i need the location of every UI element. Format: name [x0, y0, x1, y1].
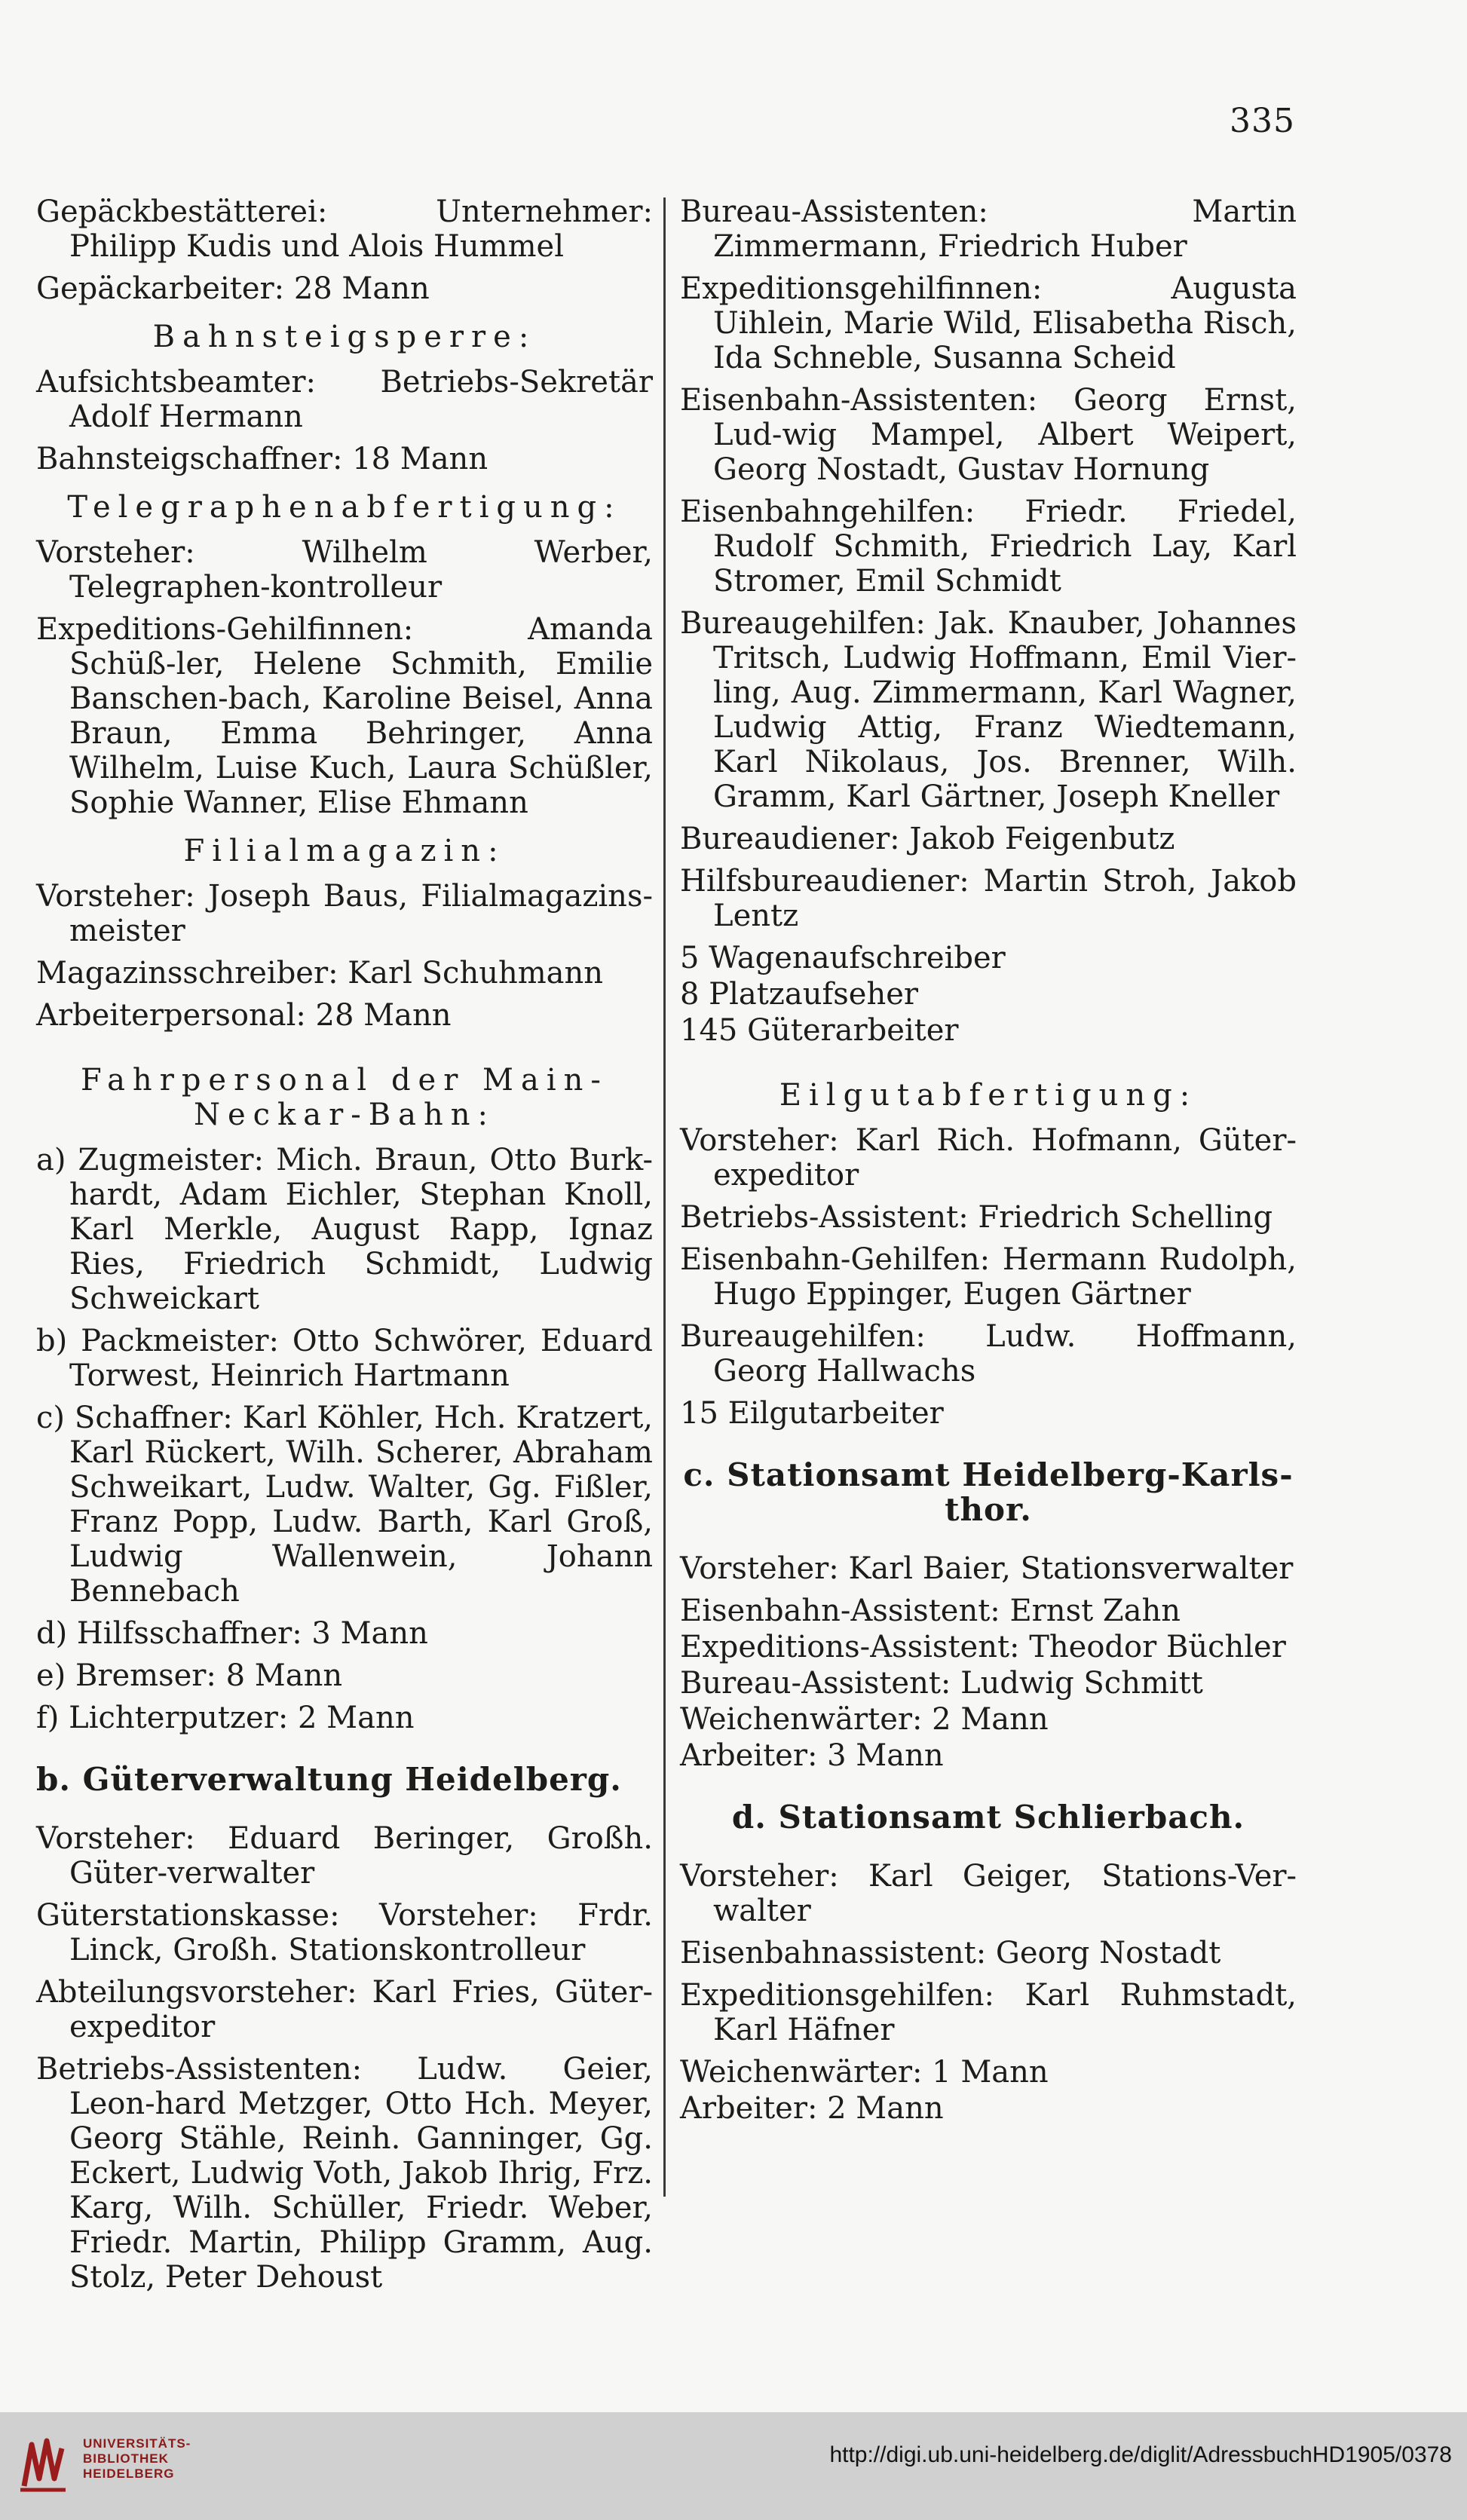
list-item: Bureau-Assistenten: Martin Zimmermann, Friedrich Huber: [680, 194, 1297, 264]
list-item: Expeditionsgehilfen: Karl Ruhmstadt, Karl Häfner: [680, 1978, 1297, 2047]
list-item: Vorsteher: Karl Rich. Hofmann, Güter-expeditor: [680, 1123, 1297, 1193]
list-item: 15 Eilgutarbeiter: [680, 1396, 944, 1431]
list-item: Eisenbahngehilfen: Friedr. Friedel, Rudolf Schmith, Friedrich Lay, Karl Stromer, Emil Schmidt: [680, 495, 1297, 599]
list-item: c) Schaffner: Karl Köhler, Hch. Kratzert, Karl Rückert, Wilh. Scherer, Abraham Schweikart, Ludw. Walter, Gg. Fißler, Franz Popp, Ludw. Barth, Karl Groß, Ludwig Wallenwein, Johann Bennebach: [36, 1401, 653, 1609]
logo-line: BIBLIOTHEK: [83, 2451, 169, 2466]
list-item: Aufsichtsbeamter: Betriebs-Sekretär Adolf Hermann: [36, 365, 653, 434]
list-item: Gepäckbestätterei: Unternehmer: Philipp Kudis und Alois Hummel: [36, 194, 653, 264]
list-item: Eisenbahn-Assistenten: Georg Ernst, Lud-wig Mampel, Albert Weipert, Georg Nostadt, Gustav Hornung: [680, 383, 1297, 487]
left-column: [36, 194, 653, 2302]
list-item: Expeditions-Gehilfinnen: Amanda Schüß-ler, Helene Schmith, Emilie Banschen-bach, Karoline Beisel, Anna Braun, Emma Behringer, Anna Wilhelm, Luise Kuch, Laura Schüßler, Sophie Wanner, Elise Ehmann: [36, 612, 653, 820]
list-item: Magazinsschreiber: Karl Schuhmann: [36, 956, 604, 991]
list-item: Weichenwärter: 2 Mann: [680, 1702, 1049, 1737]
list-item: Abteilungsvorsteher: Karl Fries, Güter-expeditor: [36, 1975, 653, 2044]
section-heading: Eilgutabfertigung:: [779, 1078, 1198, 1113]
page-number: 335: [1230, 102, 1295, 140]
section-heading: Fahrpersonal der Main-Neckar-Bahn:: [81, 1063, 608, 1132]
list-item: Arbeiter: 2 Mann: [680, 2091, 944, 2126]
list-item: Vorsteher: Wilhelm Werber, Telegraphen-kontrolleur: [36, 535, 653, 605]
section-title: c. Stationsamt Heidelberg-Karls-thor.: [683, 1456, 1294, 1528]
list-item: f) Lichterputzer: 2 Mann: [36, 1701, 415, 1735]
column-divider: [663, 197, 666, 2197]
list-item: Weichenwärter: 1 Mann: [680, 2055, 1049, 2090]
list-item: 145 Güterarbeiter: [680, 1013, 959, 1048]
list-item: Betriebs-Assistent: Friedrich Schelling: [680, 1200, 1273, 1235]
source-url-link[interactable]: http://digi.ub.uni-heidelberg.de/diglit/AdressbuchHD1905/0378: [829, 2442, 1452, 2467]
list-item: Arbeiter: 3 Mann: [680, 1738, 944, 1773]
list-item: Bureaugehilfen: Jak. Knauber, Johannes Tritsch, Ludwig Hoffmann, Emil Vier-ling, Aug. Zimmermann, Karl Wagner, Ludwig Attig, Franz Wiedtemann, Karl Nikolaus, Jos. Brenner, Wilh. Gramm, Karl Gärtner, Joseph Kneller: [680, 606, 1297, 814]
university-seal-icon: [17, 2433, 69, 2494]
list-item: Vorsteher: Karl Baier, Stationsverwalter: [680, 1551, 1294, 1586]
list-item: Arbeiterpersonal: 28 Mann: [36, 998, 452, 1033]
logo-line: HEIDELBERG: [83, 2466, 175, 2481]
section-title: b. Güterverwaltung Heidelberg.: [36, 1761, 622, 1798]
list-item: Bureaugehilfen: Ludw. Hoffmann, Georg Hallwachs: [680, 1319, 1297, 1389]
section-heading: Filialmagazin:: [183, 834, 506, 868]
list-item: Expeditionsgehilfinnen: Augusta Uihlein, Marie Wild, Elisabetha Risch, Ida Schneble, Susanna Scheid: [680, 271, 1297, 375]
list-item: 5 Wagenaufschreiber: [680, 941, 1006, 975]
list-item: Vorsteher: Karl Geiger, Stations-Ver-walter: [680, 1859, 1297, 1928]
library-logo-text: [83, 2436, 191, 2482]
section-title: d. Stationsamt Schlierbach.: [731, 1799, 1245, 1836]
list-item: Eisenbahn-Assistent: Ernst Zahn: [680, 1594, 1181, 1628]
list-item: 8 Platzaufseher: [680, 977, 919, 1012]
list-item: Vorsteher: Joseph Baus, Filialmagazins-meister: [36, 879, 653, 948]
list-item: Güterstationskasse: Vorsteher: Frdr. Linck, Großh. Stationskontrolleur: [36, 1898, 653, 1967]
right-column: [680, 194, 1297, 2133]
section-heading: Bahnsteigsperre:: [152, 320, 537, 354]
list-item: Eisenbahnassistent: Georg Nostadt: [680, 1936, 1221, 1970]
list-item: Hilfsbureaudiener: Martin Stroh, Jakob Lentz: [680, 864, 1297, 933]
list-item: Expeditions-Assistent: Theodor Büchler: [680, 1630, 1286, 1664]
list-item: Bahnsteigschaffner: 18 Mann: [36, 442, 488, 476]
list-item: Vorsteher: Eduard Beringer, Großh. Güter-verwalter: [36, 1821, 653, 1891]
list-item: d) Hilfsschaffner: 3 Mann: [36, 1616, 428, 1651]
list-item: Eisenbahn-Gehilfen: Hermann Rudolph, Hugo Eppinger, Eugen Gärtner: [680, 1242, 1297, 1312]
list-item: Betriebs-Assistenten: Ludw. Geier, Leon-hard Metzger, Otto Hch. Meyer, Georg Stähle, Reinh. Ganninger, Gg. Eckert, Ludwig Voth, Jakob Ihrig, Frz. Karg, Wilh. Schüller, Friedr. Weber, Friedr. Martin, Philipp Gramm, Aug. Stolz, Peter Dehoust: [36, 2052, 653, 2295]
list-item: b) Packmeister: Otto Schwörer, Eduard Torwest, Heinrich Hartmann: [36, 1324, 653, 1393]
list-item: a) Zugmeister: Mich. Braun, Otto Burk-hardt, Adam Eichler, Stephan Knoll, Karl Merkle, August Rapp, Ignaz Ries, Friedrich Schmidt, Ludwig Schweickart: [36, 1143, 653, 1316]
list-item: Gepäckarbeiter: 28 Mann: [36, 271, 430, 306]
logo-line: UNIVERSITÄTS-: [83, 2436, 191, 2451]
section-heading: Telegraphenabfertigung:: [67, 490, 622, 525]
list-item: Bureaudiener: Jakob Feigenbutz: [680, 822, 1175, 856]
list-item: Bureau-Assistent: Ludwig Schmitt: [680, 1666, 1203, 1701]
list-item: e) Bremser: 8 Mann: [36, 1658, 343, 1693]
